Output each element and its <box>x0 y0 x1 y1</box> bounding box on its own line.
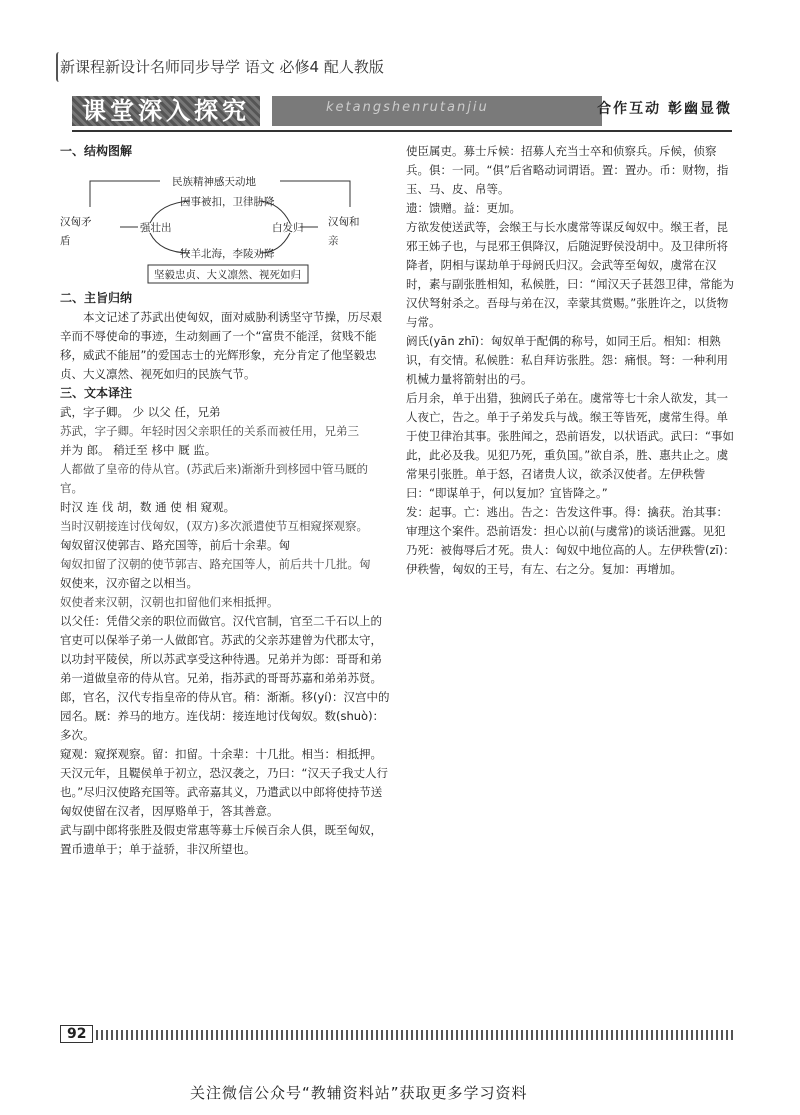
text-line: 时汉 连 伐 胡，数 通 使 相 窥观。 <box>60 500 236 514</box>
diagram-bottom: 坚毅忠贞、大义凛然、视死如归 <box>154 269 301 281</box>
text-paragraph: 方欲发使送武等，会缑王与长水虞常等谋反匈奴中。缑王者，昆邪王姊子也，与昆邪王俱降汉，后随浞野侯没胡中。及卫律所将降者，阴相与谋劫单于母阏氏归汉。会武等至匈奴，虞常在汉时，素与副张胜相知，私候胜，曰：“闻汉天子甚怨卫律，常能为汉伏弩射杀之。吾母与弟在汉，幸蒙其赏赐。”张胜许之，以货物与常。 <box>406 220 734 329</box>
note-block: 阏氏(yān zhī)：匈奴单于配偶的称号，如同王后。相知：相熟识，有交情。私候胜：私自拜访张胜。怨：痛恨。弩：一种利用机械力量将箭射出的弓。 <box>406 334 728 386</box>
section-banner <box>72 96 732 132</box>
diagram-mid-bottom: 牧羊北海，李陵劝降 <box>180 248 275 260</box>
note-block: 窥观：窥探观察。留：扣留。十余辈：十几批。相当：相抵押。 <box>60 747 382 761</box>
section-heading-annotation: 三、文本译注 <box>60 386 133 400</box>
diagram-left: 汉匈矛盾 <box>60 216 92 247</box>
diagram-center-left: 强壮出 <box>140 222 172 234</box>
translation-line: 当时汉朝接连讨伐匈奴，(双方)多次派遣使节互相窥探观察。 <box>60 519 368 533</box>
footer-stripe <box>96 1030 736 1040</box>
translation-line: 人都做了皇帝的侍从官。(苏武后来)渐渐升到栘园中管马厩的官。 <box>60 462 368 495</box>
banner-tag: 合作互动 彰幽显微 <box>597 101 732 117</box>
text-paragraph: 后月余，单于出猎，独阏氏子弟在。虞常等七十余人欲发，其一人夜亡，告之。单于子弟发兵与战。缑王等皆死，虞常生得。单于使卫律治其事。张胜闻之，恐前语发，以状语武。武曰：“事如此，此必及我。见犯乃死，重负国。”欲自杀，胜、惠共止之。虞常果引张胜。单于怒，召诸贵人议，欲杀汉使者。左伊秩訾曰：“即谋单于，何以复加？宜皆降之。” <box>406 391 734 500</box>
left-annotation-text <box>60 403 390 859</box>
text-line: 并为 郎。 稍迁至 栘中 厩 监。 <box>60 443 217 457</box>
right-column <box>406 142 736 579</box>
note-block: 发：起事。亡：逃出。告之：告发这件事。得：擒获。治其事：审理这个案件。恐前语发：担心以前(与虞常)的谈话泄露。见犯乃死：被侮辱后才死。贵人：匈奴中地位高的人。左伊秩訾(zī)：伊秩訾，匈奴的王号，有左、右之分。复加：再增加。 <box>406 505 735 576</box>
diagram-top: 民族精神感天动地 <box>172 176 256 188</box>
text-line: 奴使来，汉亦留之以相当。 <box>60 576 198 590</box>
structure-diagram <box>60 167 390 285</box>
summary-paragraph: 本文记述了苏武出使匈奴，面对威胁利诱坚守节操，历尽艰辛而不辱使命的事迹，生动刻画了一个“富贵不能淫，贫贱不能移，威武不能屈”的爱国志士的光辉形象，充分肯定了他坚毅忠贞、大义凛然、视死如归的民族气节。 <box>60 310 382 381</box>
text-line: 武，字子卿。 少 以父 任，兄弟 <box>60 405 221 419</box>
left-column <box>60 142 390 859</box>
running-header: 新课程新设计名师同步导学 语文 必修4 配人教版 <box>60 58 384 76</box>
banner-pinyin: ketangshenrutanjiu <box>326 100 489 115</box>
diagram-mid-top: 因事被扣，卫律胁降 <box>180 196 275 208</box>
translation-line: 苏武，字子卿。年轻时因父亲职任的关系而被任用，兄弟三 <box>60 424 359 438</box>
diagram-center-right: 白发归 <box>272 222 304 234</box>
note-block: 遗：馈赠。益：更加。 <box>406 201 521 215</box>
note-block: 使臣属吏。募士斥候：招募人充当士卒和侦察兵。斥候，侦察兵。俱：一同。“俱”后省略动词谓语。置：置办。币：财物，指玉、马、皮、帛等。 <box>406 144 729 196</box>
text-line: 匈奴留汉使郭吉、路充国等，前后十余辈。匈 <box>60 538 290 552</box>
translation-line: 匈奴扣留了汉朝的使节郭吉、路充国等人，前后共十几批。匈 <box>60 557 371 571</box>
section-heading-summary: 二、主旨归纳 <box>60 291 133 305</box>
note-block: 以父任：凭借父亲的职位而做官。汉代官制，官至二千石以上的官吏可以保举子弟一人做郎官。苏武的父亲苏建曾为代郡太守，以功封平陵侯，所以苏武享受这种待遇。兄弟并为郎：哥哥和弟弟一道做皇帝的侍从官。兄弟，指苏武的哥哥苏嘉和弟弟苏贤。郎，官名，汉代专指皇帝的侍从官。稍：渐渐。移(yí)：汉宫中的园名。厩：养马的地方。连伐胡：接连地讨伐匈奴。数(shuò)：多次。 <box>60 614 390 742</box>
text-line: 天汉元年，且鞮侯单于初立，恐汉袭之，乃曰：“汉天子我丈人行也。”尽归汉使路充国等。武帝嘉其义，乃遣武以中郎将使持节送匈奴使留在汉者，因厚赂单于，答其善意。 <box>60 766 388 818</box>
text-line: 武与副中郎将张胜及假吏常惠等募士斥候百余人俱，既至匈奴，置币遗单于；单于益骄，非汉所望也。 <box>60 823 382 856</box>
diagram-right: 汉匈和亲 <box>328 216 360 247</box>
page-number: 92 <box>60 1025 93 1043</box>
banner-title: 课堂深入探究 <box>72 96 260 126</box>
section-heading-structure: 一、结构图解 <box>60 144 133 158</box>
translation-line: 奴使者来汉朝，汉朝也扣留他们来相抵押。 <box>60 595 279 609</box>
footer-note: 关注微信公众号“教辅资料站”获取更多学习资料 <box>190 1084 528 1102</box>
